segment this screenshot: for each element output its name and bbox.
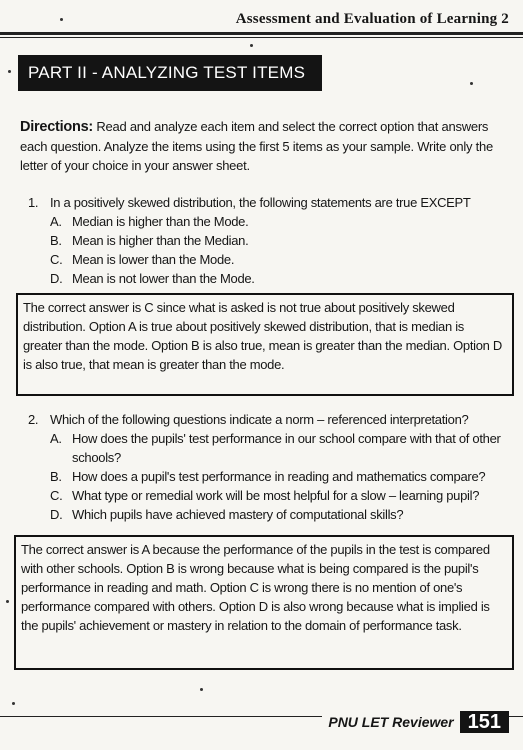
option-a (50, 212, 512, 231)
option-letter: D. (50, 507, 63, 522)
option-b (50, 467, 512, 486)
option-letter: C. (50, 488, 63, 503)
page-number: 151 (460, 711, 509, 733)
option-letter: A. (50, 214, 62, 229)
question-stem (28, 193, 512, 212)
option-d (50, 505, 512, 524)
option-text: What type or remedial work will be most helpful for a slow – learning pupil? (72, 488, 480, 503)
option-c (50, 250, 512, 269)
option-text: How does the pupils' test performance in our school compare with that of other schools? (72, 431, 501, 465)
option-c (50, 486, 512, 505)
option-letter: D. (50, 271, 63, 286)
scan-speck (12, 702, 15, 705)
question-1 (28, 193, 512, 288)
page-header-title: Assessment and Evaluation of Learning 2 (235, 11, 509, 27)
option-text: Mean is higher than the Median. (72, 233, 249, 248)
question-2 (28, 410, 512, 524)
answer-box-2: The correct answer is A because the performance of the pupils in the test is compared with other schools. Option B is wrong because what is being compared is the pupil's performance in reading and math. Option C is wrong there is no mention of one's performance compared with others. Option D is also wrong because what is implied is the pupils' achievement or mastery in relation to the domain of performance task. (14, 535, 514, 670)
scan-speck (8, 70, 11, 73)
option-letter: B. (50, 469, 62, 484)
question-number: 2. (28, 412, 39, 427)
option-b (50, 231, 512, 250)
part-banner: PART II - ANALYZING TEST ITEMS (18, 55, 322, 91)
option-text: How does a pupil's test performance in reading and mathematics compare? (72, 469, 486, 484)
question-number: 1. (28, 195, 39, 210)
scan-speck (6, 600, 9, 603)
question-text: In a positively skewed distribution, the following statements are true EXCEPT (50, 195, 471, 210)
scan-speck (200, 688, 203, 691)
option-text: Which pupils have achieved mastery of computational skills? (72, 507, 404, 522)
option-d (50, 269, 512, 288)
answer-box-1: The correct answer is C since what is asked is not true about positively skewed distribution. Option A is true about positively skewed distribution, that is median is greater than the mode. Option B is also true, mean is greater than the median. Option D is also true, that mean is greater than the mode. (16, 293, 514, 396)
scan-speck (250, 44, 253, 47)
option-text: Median is higher than the Mode. (72, 214, 249, 229)
option-text: Mean is lower than the Mode. (72, 252, 235, 267)
directions-label: Directions: (20, 119, 93, 135)
directions-text: Read and analyze each item and select the correct option that answers each question. Analyze the items using the first 5 items as your sample. Write only the letter of your choice in your answer sheet. (20, 119, 493, 173)
scan-speck (470, 82, 473, 85)
option-text: Mean is not lower than the Mode. (72, 271, 255, 286)
question-text: Which of the following questions indicate a norm – referenced interpretation? (50, 412, 469, 427)
page-footer (322, 711, 509, 733)
footer-book-name: PNU LET Reviewer (328, 714, 454, 730)
option-letter: A. (50, 431, 62, 446)
scan-speck (60, 18, 63, 21)
directions (20, 117, 512, 175)
option-a (50, 429, 512, 467)
option-letter: B. (50, 233, 62, 248)
option-letter: C. (50, 252, 63, 267)
question-stem (28, 410, 512, 429)
option-list (50, 429, 512, 524)
option-list (50, 212, 512, 288)
header-rule (0, 32, 523, 38)
